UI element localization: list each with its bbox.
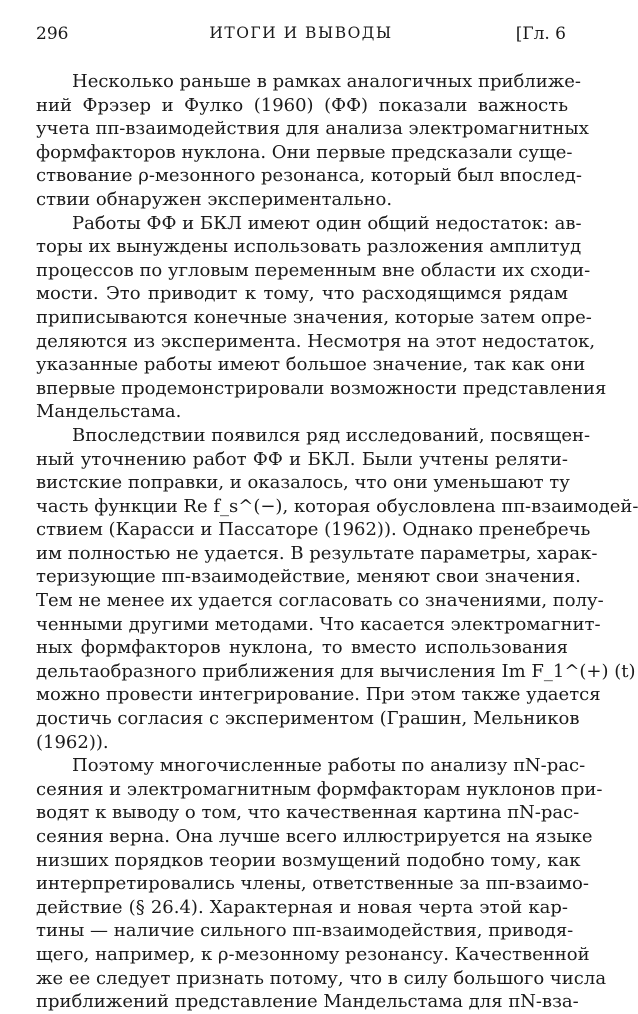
text-line: теризующие ππ-взаимодействие, меняют свои значения. <box>36 566 581 588</box>
text-line: приписываются конечные значения, которые затем опре- <box>36 306 592 328</box>
text-line: вистские поправки, и оказалось, что они уменьшают ту <box>36 472 570 494</box>
chapter-marker: [Гл. 6 <box>515 24 566 44</box>
text-line: интерпретировались члены, ответственные за ππ-взаимо- <box>36 873 589 895</box>
main-text <box>36 70 638 1014</box>
text-line: формфакторов нуклона. Они первые предсказали суще- <box>36 141 573 163</box>
page-number: 296 <box>36 24 69 44</box>
text-line: Тем не менее их удается согласовать со значениями, полу- <box>36 590 604 612</box>
text-line: процессов по угловым переменным вне области их сходи- <box>36 259 591 281</box>
text-line: щего, например, к ρ-мезонному резонансу. Качественной <box>36 943 590 965</box>
text-line: часть функции Re f_s^(−), которая обусловлена ππ-взаимодей- <box>36 495 638 517</box>
text-line: достичь согласия с экспериментом (Грашин, Мельников <box>36 708 580 730</box>
text-line: деляются из эксперимента. Несмотря на этот недостаток, <box>36 330 596 352</box>
paragraph <box>36 424 638 754</box>
text-line: ствием (Карасси и Пассаторе (1962)). Однако пренебречь <box>36 519 591 541</box>
text-line: тины — наличие сильного ππ-взаимодействия, приводя- <box>36 920 574 942</box>
text-line: учета ππ-взаимодействия для анализа электромагнитных <box>36 118 589 140</box>
text-line: дельтаобразного приближения для вычисления Im F_1^(+) (t) <box>36 660 636 682</box>
text-line: Впоследствии появился ряд исследований, посвящен- <box>72 424 591 446</box>
text-line: приближений представление Мандельстама для πN-вза- <box>36 991 579 1013</box>
text-line: мости. Это приводит к тому, что расходящимся рядам <box>36 283 568 305</box>
text-line: действие (§ 26.4). Характерная и новая черта этой кар- <box>36 896 568 918</box>
text-line: (1962)). <box>36 731 109 753</box>
text-line: торы их вынуждены использовать разложения амплитуд <box>36 236 582 258</box>
text-line: можно провести интегрирование. При этом также удается <box>36 684 601 706</box>
text-line: ных формфакторов нуклона, то вместо использования <box>36 637 568 659</box>
text-line: ний Фрэзер и Фулко (1960) (ФФ) показали важность <box>36 94 568 116</box>
text-line: им полностью не удается. В результате параметры, харак- <box>36 542 598 564</box>
paragraph <box>36 754 607 1014</box>
paragraph <box>36 212 607 424</box>
text-line: водят к выводу о том, что качественная картина πN-рас- <box>36 802 580 824</box>
text-line: же ее следует признать потому, что в силу большого числа <box>36 967 607 989</box>
text-line: Поэтому многочисленные работы по анализу πN-рас- <box>72 755 586 777</box>
running-title: ИТОГИ И ВЫВОДЫ <box>209 24 393 42</box>
text-line: низших порядков теории возмущений подобно тому, как <box>36 849 581 871</box>
text-line: ный уточнению работ ФФ и БКЛ. Были учтены реляти- <box>36 448 568 470</box>
text-line: сеяния и электромагнитным формфакторам нуклонов при- <box>36 778 603 800</box>
paragraph <box>36 70 589 212</box>
text-line: впервые продемонстрировали возможности представления <box>36 377 607 399</box>
text-line: Несколько раньше в рамках аналогичных приближе- <box>72 71 582 92</box>
text-line: Работы ФФ и БКЛ имеют один общий недостаток: ав- <box>72 212 582 234</box>
text-line: сеяния верна. Она лучше всего иллюстрируется на языке <box>36 826 593 847</box>
page-header <box>36 24 566 48</box>
text-line: указанные работы имеют большое значение, так как они <box>36 354 586 376</box>
text-line: ствование ρ-мезонного резонанса, который был впослед- <box>36 165 582 187</box>
text-line: Мандельстама. <box>36 401 182 423</box>
text-line: ствии обнаружен экспериментально. <box>36 188 393 210</box>
text-line: ченными другими методами. Что касается электромагнит- <box>36 613 601 635</box>
